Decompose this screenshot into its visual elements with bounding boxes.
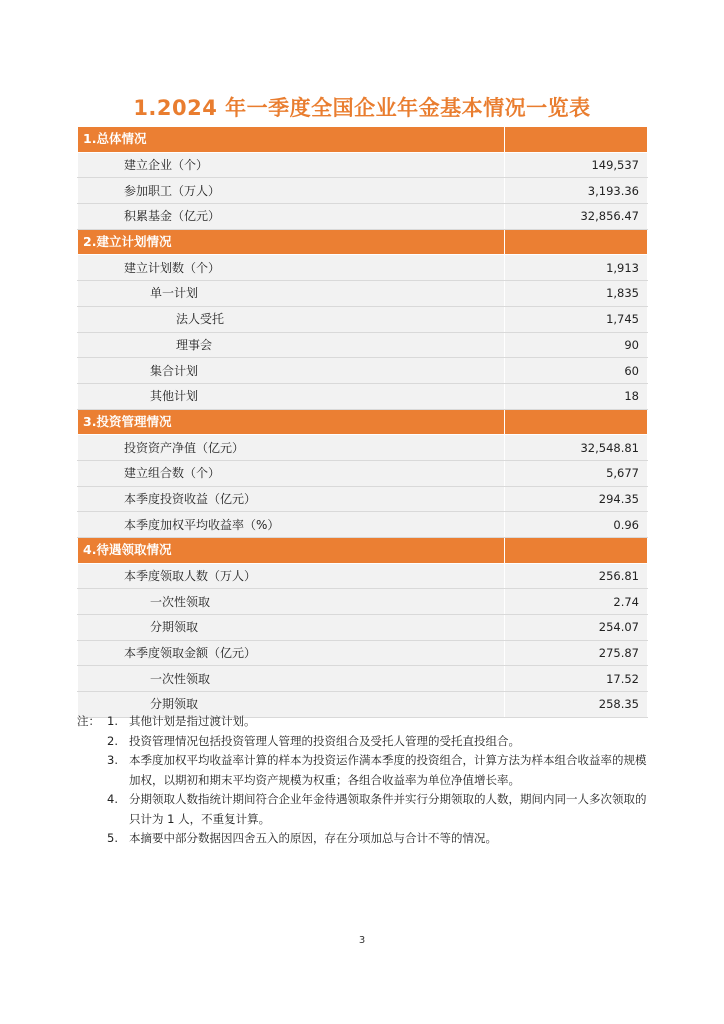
note-item <box>77 712 647 732</box>
row-value: 90 <box>505 332 648 358</box>
row-label: 单一计划 <box>78 281 505 307</box>
row-value: 32,856.47 <box>505 204 648 230</box>
row-label: 本季度领取人数（万人） <box>78 563 505 589</box>
summary-table <box>77 126 648 718</box>
section-header <box>78 538 648 564</box>
row-value: 275.87 <box>505 640 648 666</box>
row-value: 1,745 <box>505 306 648 332</box>
row-value: 32,548.81 <box>505 435 648 461</box>
note-item <box>77 732 647 752</box>
table-row <box>78 435 648 461</box>
table-row <box>78 358 648 384</box>
note-number: 3. <box>107 753 118 767</box>
row-label: 投资资产净值（亿元） <box>78 435 505 461</box>
row-label: 本季度投资收益（亿元） <box>78 486 505 512</box>
section-title: 4.待遇领取情况 <box>78 538 505 564</box>
note-text: 分期领取人数指统计期间符合企业年金待遇领取条件并实行分期领取的人数，期间内同一人多次领取的只计为 1 人，不重复计算。 <box>129 792 647 826</box>
section-value-cell <box>505 538 648 564</box>
row-value: 5,677 <box>505 460 648 486</box>
row-label: 其他计划 <box>78 383 505 409</box>
note-text: 本摘要中部分数据因四舍五入的原因，存在分项加总与合计不等的情况。 <box>129 831 497 845</box>
section-header <box>78 409 648 435</box>
table-row <box>78 255 648 281</box>
row-label: 参加职工（万人） <box>78 178 505 204</box>
note-number: 1. <box>107 714 118 728</box>
section-header <box>78 127 648 153</box>
note-indent <box>77 829 107 849</box>
section-title: 3.投资管理情况 <box>78 409 505 435</box>
row-label: 集合计划 <box>78 358 505 384</box>
table-row <box>78 152 648 178</box>
table-row <box>78 615 648 641</box>
note-text: 投资管理情况包括投资管理人管理的投资组合及受托人管理的受托直投组合。 <box>129 733 520 748</box>
notes-block <box>77 712 647 849</box>
note-number: 2. <box>107 733 118 748</box>
note-text: 其他计划是指过渡计划。 <box>129 714 256 728</box>
table-row <box>78 486 648 512</box>
note-number: 5. <box>107 831 118 845</box>
page-title: 1.2024 年一季度全国企业年金基本情况一览表 <box>133 96 591 120</box>
row-value: 0.96 <box>505 512 648 538</box>
row-value: 3,193.36 <box>505 178 648 204</box>
section-title: 2.建立计划情况 <box>78 229 505 255</box>
note-number: 4. <box>107 792 118 806</box>
row-value: 18 <box>505 383 648 409</box>
table-row <box>78 178 648 204</box>
note-indent <box>77 790 107 829</box>
section-header <box>78 229 648 255</box>
table-row <box>78 383 648 409</box>
table-row <box>78 666 648 692</box>
table-row <box>78 460 648 486</box>
note-item <box>77 829 647 849</box>
section-title: 1.总体情况 <box>78 127 505 153</box>
row-value: 1,835 <box>505 281 648 307</box>
row-value: 149,537 <box>505 152 648 178</box>
section-value-cell <box>505 409 648 435</box>
section-value-cell <box>505 229 648 255</box>
row-value: 254.07 <box>505 615 648 641</box>
row-value: 258.35 <box>505 692 648 718</box>
row-value: 2.74 <box>505 589 648 615</box>
note-item <box>77 790 647 829</box>
row-label: 积累基金（亿元） <box>78 204 505 230</box>
table-row <box>78 306 648 332</box>
table-row <box>78 281 648 307</box>
row-value: 1,913 <box>505 255 648 281</box>
row-value: 60 <box>505 358 648 384</box>
note-text: 本季度加权平均收益率计算的样本为投资运作满本季度的投资组合，计算方法为样本组合收益率的规模加权，以期初和期末平均资产规模为权重；各组合收益率为单位净值增长率。 <box>129 753 647 787</box>
row-label: 建立计划数（个） <box>78 255 505 281</box>
section-value-cell <box>505 127 648 153</box>
row-label: 法人受托 <box>78 306 505 332</box>
table-row <box>78 563 648 589</box>
row-label: 一次性领取 <box>78 666 505 692</box>
row-label: 建立企业（个） <box>78 152 505 178</box>
table-row <box>78 589 648 615</box>
row-label: 理事会 <box>78 332 505 358</box>
row-value: 256.81 <box>505 563 648 589</box>
row-label: 分期领取 <box>78 692 505 718</box>
table-row <box>78 512 648 538</box>
row-label: 分期领取 <box>78 615 505 641</box>
row-value: 294.35 <box>505 486 648 512</box>
note-indent <box>77 732 107 752</box>
table-row <box>78 640 648 666</box>
row-label: 建立组合数（个） <box>78 460 505 486</box>
note-item <box>77 751 647 790</box>
table-row <box>78 332 648 358</box>
notes-label: 注： <box>77 714 100 728</box>
row-label: 一次性领取 <box>78 589 505 615</box>
page-number: 3 <box>358 935 366 946</box>
row-label: 本季度加权平均收益率（%） <box>78 512 505 538</box>
table-row <box>78 204 648 230</box>
note-indent <box>77 751 107 790</box>
row-label: 本季度领取金额（亿元） <box>78 640 505 666</box>
row-value: 17.52 <box>505 666 648 692</box>
